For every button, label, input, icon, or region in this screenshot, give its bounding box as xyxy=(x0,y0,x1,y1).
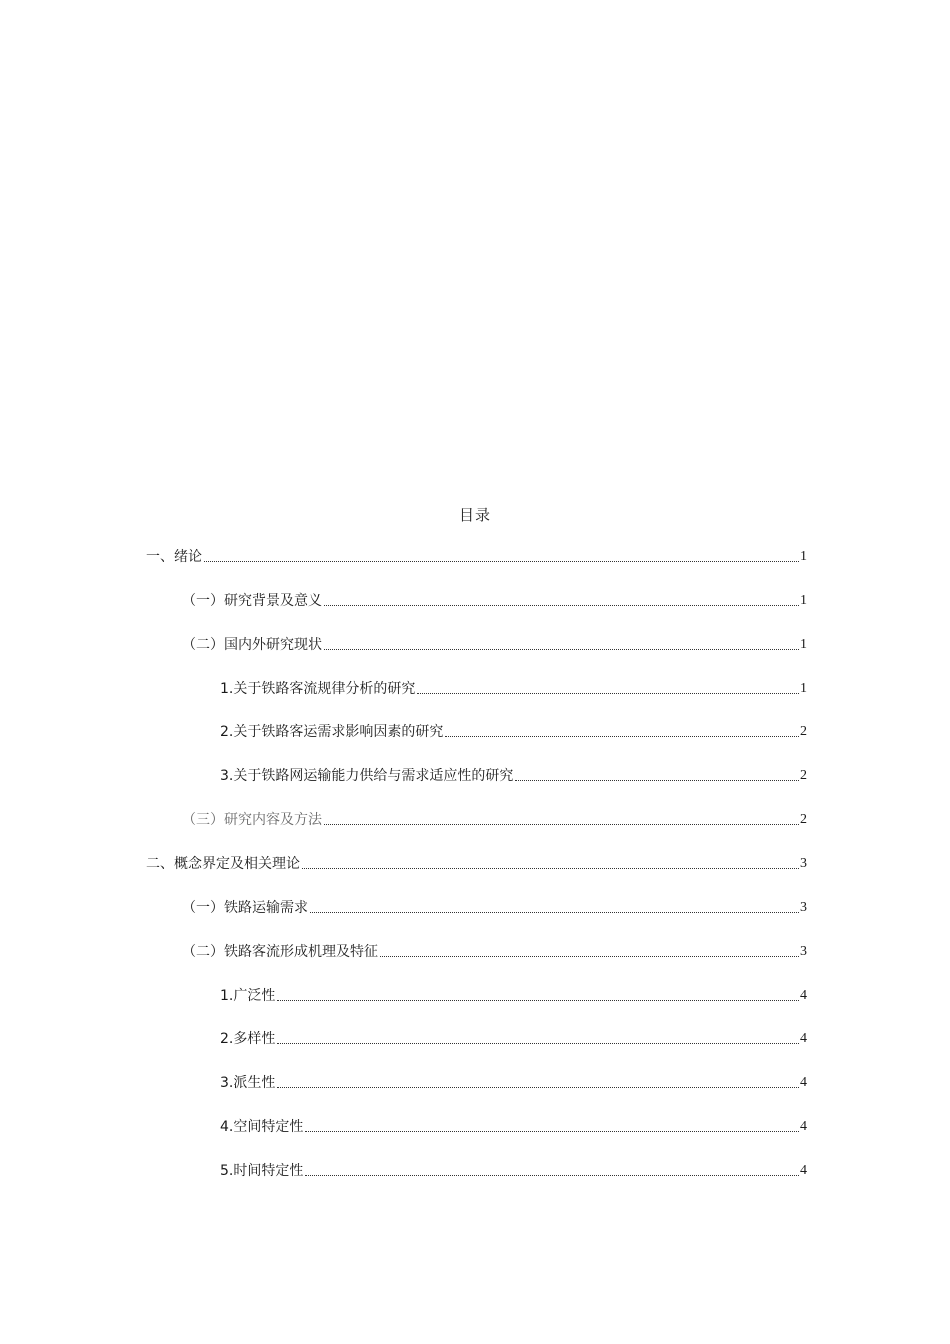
toc-entry-page: 2 xyxy=(800,724,807,739)
toc-entry-section-2-1[interactable] xyxy=(182,897,807,917)
toc-entry-page: 4 xyxy=(800,988,807,1003)
toc-entry-subsection-2-2-4[interactable] xyxy=(220,1116,807,1136)
toc-entry-label: 1.广泛性 xyxy=(220,988,276,1004)
toc-entry-subsection-1-2-2[interactable] xyxy=(220,721,807,741)
toc-entry-section-1-2[interactable] xyxy=(182,634,807,654)
dot-leader xyxy=(277,1000,799,1001)
toc-entry-page: 1 xyxy=(800,637,807,652)
toc-entry-label: 5.时间特定性 xyxy=(220,1163,304,1179)
toc-entry-page: 1 xyxy=(800,681,807,696)
toc-entry-label: （二）铁路客流形成机理及特征 xyxy=(182,944,378,960)
dot-leader xyxy=(305,1175,799,1176)
toc-entry-page: 2 xyxy=(800,812,807,827)
toc-entry-section-1-3[interactable] xyxy=(182,809,807,829)
toc-entry-page: 4 xyxy=(800,1119,807,1134)
dot-leader xyxy=(417,693,799,694)
dot-leader xyxy=(302,868,799,869)
toc-entry-page: 4 xyxy=(800,1163,807,1178)
toc-entry-label: 一、绪论 xyxy=(146,549,202,565)
dot-leader xyxy=(324,824,799,825)
toc-entry-label: （三）研究内容及方法 xyxy=(182,812,322,828)
toc-entry-label: 3.关于铁路网运输能力供给与需求适应性的研究 xyxy=(220,768,514,784)
toc-entry-section-1-1[interactable] xyxy=(182,590,807,610)
toc-title: 目录 xyxy=(458,506,491,524)
toc-entry-subsection-2-2-1[interactable] xyxy=(220,985,807,1005)
dot-leader xyxy=(310,912,799,913)
toc-entry-chapter-2[interactable] xyxy=(146,853,807,873)
toc-entry-subsection-2-2-2[interactable] xyxy=(220,1028,807,1048)
toc-entry-page: 4 xyxy=(800,1075,807,1090)
toc-entry-label: 4.空间特定性 xyxy=(220,1119,304,1135)
dot-leader xyxy=(305,1131,799,1132)
toc-entry-label: 二、概念界定及相关理论 xyxy=(146,856,300,872)
toc-entry-label: （一）铁路运输需求 xyxy=(182,900,308,916)
toc-entry-page: 4 xyxy=(800,1031,807,1046)
dot-leader xyxy=(204,561,799,562)
toc-entry-subsection-2-2-3[interactable] xyxy=(220,1072,807,1092)
toc-entry-page: 1 xyxy=(800,593,807,608)
toc-entry-label: 2.多样性 xyxy=(220,1031,276,1047)
toc-entry-page: 2 xyxy=(800,768,807,783)
toc-entry-section-2-2[interactable] xyxy=(182,941,807,961)
toc-entry-label: 2.关于铁路客运需求影响因素的研究 xyxy=(220,724,444,740)
toc-entry-label: 1.关于铁路客流规律分析的研究 xyxy=(220,681,416,697)
dot-leader xyxy=(380,956,799,957)
toc-entry-page: 1 xyxy=(800,549,807,564)
toc-entry-page: 3 xyxy=(800,856,807,871)
toc-entry-label: （一）研究背景及意义 xyxy=(182,593,322,609)
toc-entry-subsection-1-2-1[interactable] xyxy=(220,678,807,698)
dot-leader xyxy=(515,780,799,781)
dot-leader xyxy=(445,736,799,737)
dot-leader xyxy=(277,1043,799,1044)
dot-leader xyxy=(324,649,799,650)
toc-entry-subsection-2-2-5[interactable] xyxy=(220,1160,807,1180)
dot-leader xyxy=(277,1087,799,1088)
toc-entry-page: 3 xyxy=(800,900,807,915)
toc-entry-chapter-1[interactable] xyxy=(146,546,807,566)
toc-entry-subsection-1-2-3[interactable] xyxy=(220,765,807,785)
toc-entry-page: 3 xyxy=(800,944,807,959)
toc-entry-label: （二）国内外研究现状 xyxy=(182,637,322,653)
toc-entry-label: 3.派生性 xyxy=(220,1075,276,1091)
dot-leader xyxy=(324,605,799,606)
